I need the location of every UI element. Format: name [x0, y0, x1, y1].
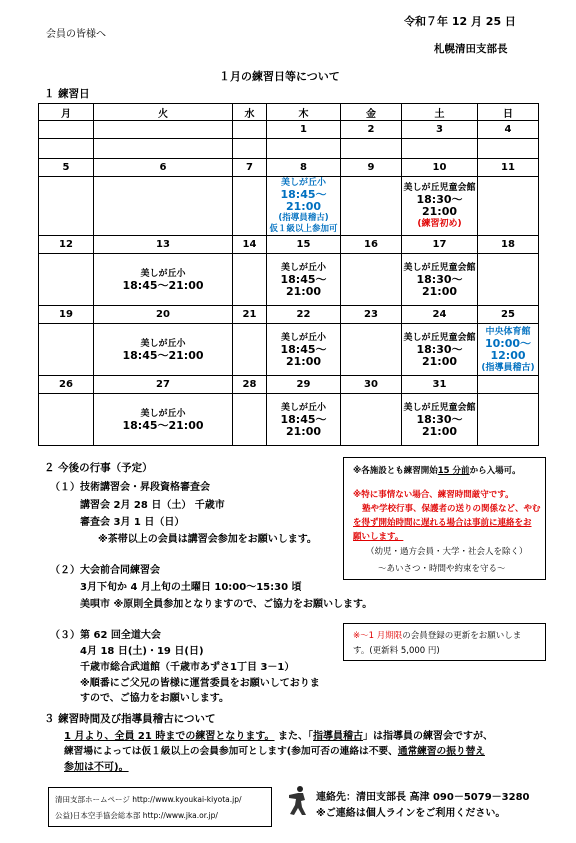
section3-line2 — [64, 743, 485, 757]
schedule-cell-thu — [267, 254, 341, 306]
venue-label: 美しが丘児童会館 — [403, 402, 476, 413]
time-label: 18:30～21:00 — [416, 342, 463, 368]
karate-figure-icon — [286, 785, 310, 817]
schedule-cell-thu — [267, 394, 341, 446]
schedule-cell-sat — [402, 177, 478, 236]
weekday-sun: 日 — [478, 104, 539, 121]
event1-note: ※茶帯以上の会員は講習会参加をお願いします。 — [98, 534, 317, 545]
schedule-cell-wed — [233, 139, 267, 159]
renewal-mark: ※ — [353, 631, 361, 641]
date-sat: 3 — [402, 121, 478, 139]
date-thu: 15 — [267, 236, 341, 254]
page-title: １月の練習日等について — [219, 70, 340, 83]
date-fri: 16 — [341, 236, 402, 254]
date-fri: 30 — [341, 376, 402, 394]
venue-label: 美しが丘小 — [140, 408, 186, 419]
schedule-row — [39, 177, 539, 236]
date-mon: 26 — [39, 376, 94, 394]
date-tue: 27 — [94, 376, 233, 394]
notice-line1-b: 15 分前 — [437, 466, 470, 476]
time-label: 18:30～21:00 — [416, 412, 463, 438]
schedule-cell-fri — [341, 139, 402, 159]
schedule-cell-sat — [402, 324, 478, 376]
schedule-cell-sat — [402, 394, 478, 446]
date-thu: 1 — [267, 121, 341, 139]
event3-number: （３） — [50, 630, 80, 641]
weekday-sat: 土 — [402, 104, 478, 121]
schedule-cell-fri — [341, 177, 402, 236]
date-wed: 14 — [233, 236, 267, 254]
date-mon — [39, 121, 94, 139]
event1-title: 技術講習会・昇段資格審査会 — [80, 482, 210, 493]
schedule-cell-thu — [267, 139, 341, 159]
notice-line5: 願いします。 — [353, 532, 404, 542]
time-label: 18:45～21:00 — [122, 348, 204, 362]
event2-line2: 美唄市 ※原則全員参加となりますので、ご協力をお願いします。 — [80, 599, 373, 610]
section3-line1-a: 1 月より、全員 21 時までの練習となります。 — [64, 731, 275, 742]
time-label: 18:45～21:00 — [280, 272, 327, 298]
date-tue — [94, 121, 233, 139]
date-mon: 5 — [39, 159, 94, 177]
schedule-cell-fri — [341, 254, 402, 306]
date-row — [39, 306, 539, 324]
jka-website-link[interactable]: 公益)日本空手協会総本部 http://www.jka.or.jp/ — [55, 811, 218, 820]
date-fri: 9 — [341, 159, 402, 177]
branch-website-link[interactable]: 清田支部ホームページ http://www.kyoukai-kiyota.jp/ — [55, 795, 242, 804]
notice-line6: （幼児・過方会員・大学・社会人を除く） — [366, 547, 528, 557]
event3-note1: ※順番にご父兄の皆様に運営委員をお願いしておりま — [80, 678, 320, 689]
venue-label: 美しが丘児童会館 — [403, 183, 476, 193]
date-sat: 17 — [402, 236, 478, 254]
schedule-cell-tue — [94, 177, 233, 236]
section3-line3: 参加は不可)。 — [64, 762, 129, 773]
date-sun: 4 — [478, 121, 539, 139]
date-wed: 7 — [233, 159, 267, 177]
schedule-cell-wed — [233, 254, 267, 306]
notice-line2: ※特に事情ない場合、練習時間厳守です。 — [353, 490, 514, 500]
note-label: (練習初め) — [417, 219, 462, 229]
date-sat: 31 — [402, 376, 478, 394]
date-sun: 25 — [478, 306, 539, 324]
practice-notice-box — [343, 457, 546, 580]
schedule-cell-wed — [233, 394, 267, 446]
section-practice-days: １ 練習日 — [44, 88, 90, 100]
membership-renewal-box — [343, 623, 546, 661]
weekday-fri: 金 — [341, 104, 402, 121]
event3-note2: すので、ご協力をお願いします。 — [80, 693, 229, 704]
schedule-cell-wed — [233, 324, 267, 376]
schedule-cell-wed — [233, 177, 267, 236]
contact-note: ※ご連絡は個人ラインをご利用ください。 — [316, 808, 506, 819]
section-practice-time: ３ 練習時間及び指導員稽古について — [44, 713, 216, 725]
date-sun: 18 — [478, 236, 539, 254]
time-label: 18:45～21:00 — [280, 188, 327, 213]
schedule-cell-tue — [94, 254, 233, 306]
event1-number: （１） — [50, 482, 80, 493]
time-label: 18:45～21:00 — [122, 278, 204, 292]
date-row — [39, 236, 539, 254]
weekday-header-row — [39, 104, 539, 121]
time-label: 10:00～12:00 — [484, 336, 531, 362]
date-wed — [233, 121, 267, 139]
notice-line4: を得ず開始時間に遅れる場合は事前に連絡をお — [353, 518, 532, 528]
event1-line2: 審査会 3月 1 日（日） — [80, 517, 185, 528]
date-mon: 19 — [39, 306, 94, 324]
schedule-cell-thu — [267, 177, 341, 236]
note-label: (指導員稽古) — [278, 213, 329, 223]
venue-label: 美しが丘児童会館 — [403, 262, 476, 273]
schedule-cell-sun — [478, 394, 539, 446]
time-label: 18:30～21:00 — [416, 272, 463, 298]
section-upcoming-events: ２ 今後の行事（予定） — [44, 462, 153, 474]
event2-line1: 3月下旬か 4 月上旬の土曜日 10:00～15:30 頃 — [80, 582, 302, 593]
schedule-cell-fri — [341, 324, 402, 376]
note-label: 仮１級以上参加可 — [269, 224, 338, 234]
renewal-line1 — [353, 629, 521, 641]
date-tue: 20 — [94, 306, 233, 324]
date-row — [39, 121, 539, 139]
section3-line2-a: 練習場によっては仮１級以上の会員参加可とします(参加可否の連絡は不要、 — [64, 746, 398, 757]
notice-line1 — [353, 464, 521, 476]
schedule-cell-tue — [94, 324, 233, 376]
schedule-cell-mon — [39, 177, 94, 236]
schedule-row — [39, 254, 539, 306]
date-mon: 12 — [39, 236, 94, 254]
section3-line1 — [64, 727, 493, 742]
event3-line1: 4月 18 日(土)・19 日(日) — [80, 646, 204, 657]
schedule-cell-sun — [478, 254, 539, 306]
weekday-tue: 火 — [94, 104, 233, 121]
event2-title: 大会前合同練習会 — [80, 565, 160, 576]
schedule-cell-sun — [478, 139, 539, 159]
date-wed: 28 — [233, 376, 267, 394]
schedule-row — [39, 139, 539, 159]
section3-line1-b: また、「 — [274, 731, 314, 742]
website-links-box — [48, 787, 272, 827]
time-label: 18:45～21:00 — [280, 342, 327, 368]
schedule-cell-sat — [402, 139, 478, 159]
weekday-thu: 木 — [267, 104, 341, 121]
time-label: 18:30～21:00 — [416, 193, 463, 218]
notice-line3 — [362, 502, 541, 514]
practice-calendar — [38, 103, 539, 446]
venue-label: 美しが丘小 — [140, 338, 186, 349]
weekday-wed: 水 — [233, 104, 267, 121]
document-date: 令和７年 12 月 25 日 — [404, 15, 516, 28]
date-thu: 22 — [267, 306, 341, 324]
notice-line1-c: から入場可。 — [469, 466, 521, 476]
date-sun — [478, 376, 539, 394]
date-thu: 8 — [267, 159, 341, 177]
greeting: 会員の皆様へ — [46, 29, 106, 40]
schedule-cell-mon — [39, 394, 94, 446]
date-sat: 10 — [402, 159, 478, 177]
schedule-cell-tue — [94, 394, 233, 446]
renewal-line2: す。(更新料 5,000 円) — [353, 646, 440, 656]
notice-line7: ～あいさつ・時間や約束を守る～ — [378, 564, 506, 574]
schedule-cell-sun — [478, 177, 539, 236]
schedule-cell-mon — [39, 324, 94, 376]
note-label: (指導員稽古) — [481, 362, 535, 373]
schedule-cell-sun — [478, 324, 539, 376]
schedule-cell-tue — [94, 139, 233, 159]
event3-title: 第 62 回全道大会 — [80, 630, 161, 641]
event1-line1: 講習会 2月 28 日（土） 千歳市 — [80, 500, 225, 511]
schedule-cell-fri — [341, 394, 402, 446]
event2-number: （２） — [50, 565, 80, 576]
schedule-cell-sat — [402, 254, 478, 306]
weekday-mon: 月 — [39, 104, 94, 121]
notice-line3-b: やむ — [523, 504, 541, 514]
schedule-row — [39, 324, 539, 376]
notice-line3-a: 塾や学校行事、保護者の送りの関係など、 — [362, 504, 524, 514]
section3-line1-c: 指導員稽古 — [313, 731, 364, 742]
date-fri: 23 — [341, 306, 402, 324]
section3-line2-b: 通常練習の振り替え — [397, 746, 485, 757]
event3-line2: 千歳市総合武道館（千歳市あずさ1丁目 3－1） — [80, 662, 295, 673]
renewal-deadline: ～1 月期限 — [360, 631, 403, 641]
venue-label: 中央体育館 — [485, 326, 531, 337]
contact-info: 連絡先：清田支部長 高津 090－5079－3280 — [316, 792, 530, 803]
schedule-cell-thu — [267, 324, 341, 376]
date-wed: 21 — [233, 306, 267, 324]
renewal-text: の会員登録の更新をお願いしま — [402, 631, 522, 641]
date-row — [39, 376, 539, 394]
time-label: 18:45～21:00 — [280, 412, 327, 438]
date-tue: 6 — [94, 159, 233, 177]
date-fri: 2 — [341, 121, 402, 139]
section3-line1-d: 」は指導員の練習会ですが、 — [363, 731, 494, 742]
venue-label: 美しが丘小 — [280, 262, 326, 273]
notice-line1-a: ※各施設とも練習開始 — [353, 466, 438, 476]
venue-label: 美しが丘小 — [280, 402, 326, 413]
date-tue: 13 — [94, 236, 233, 254]
schedule-row — [39, 394, 539, 446]
sender: 札幌清田支部長 — [434, 43, 508, 55]
venue-label: 美しが丘小 — [280, 332, 326, 343]
date-sun: 11 — [478, 159, 539, 177]
date-thu: 29 — [267, 376, 341, 394]
date-sat: 24 — [402, 306, 478, 324]
venue-label: 美しが丘小 — [140, 268, 186, 279]
venue-label: 美しが丘小 — [280, 178, 326, 188]
date-row — [39, 159, 539, 177]
venue-label: 美しが丘児童会館 — [403, 332, 476, 343]
time-label: 18:45～21:00 — [122, 418, 204, 432]
schedule-cell-mon — [39, 139, 94, 159]
schedule-cell-mon — [39, 254, 94, 306]
